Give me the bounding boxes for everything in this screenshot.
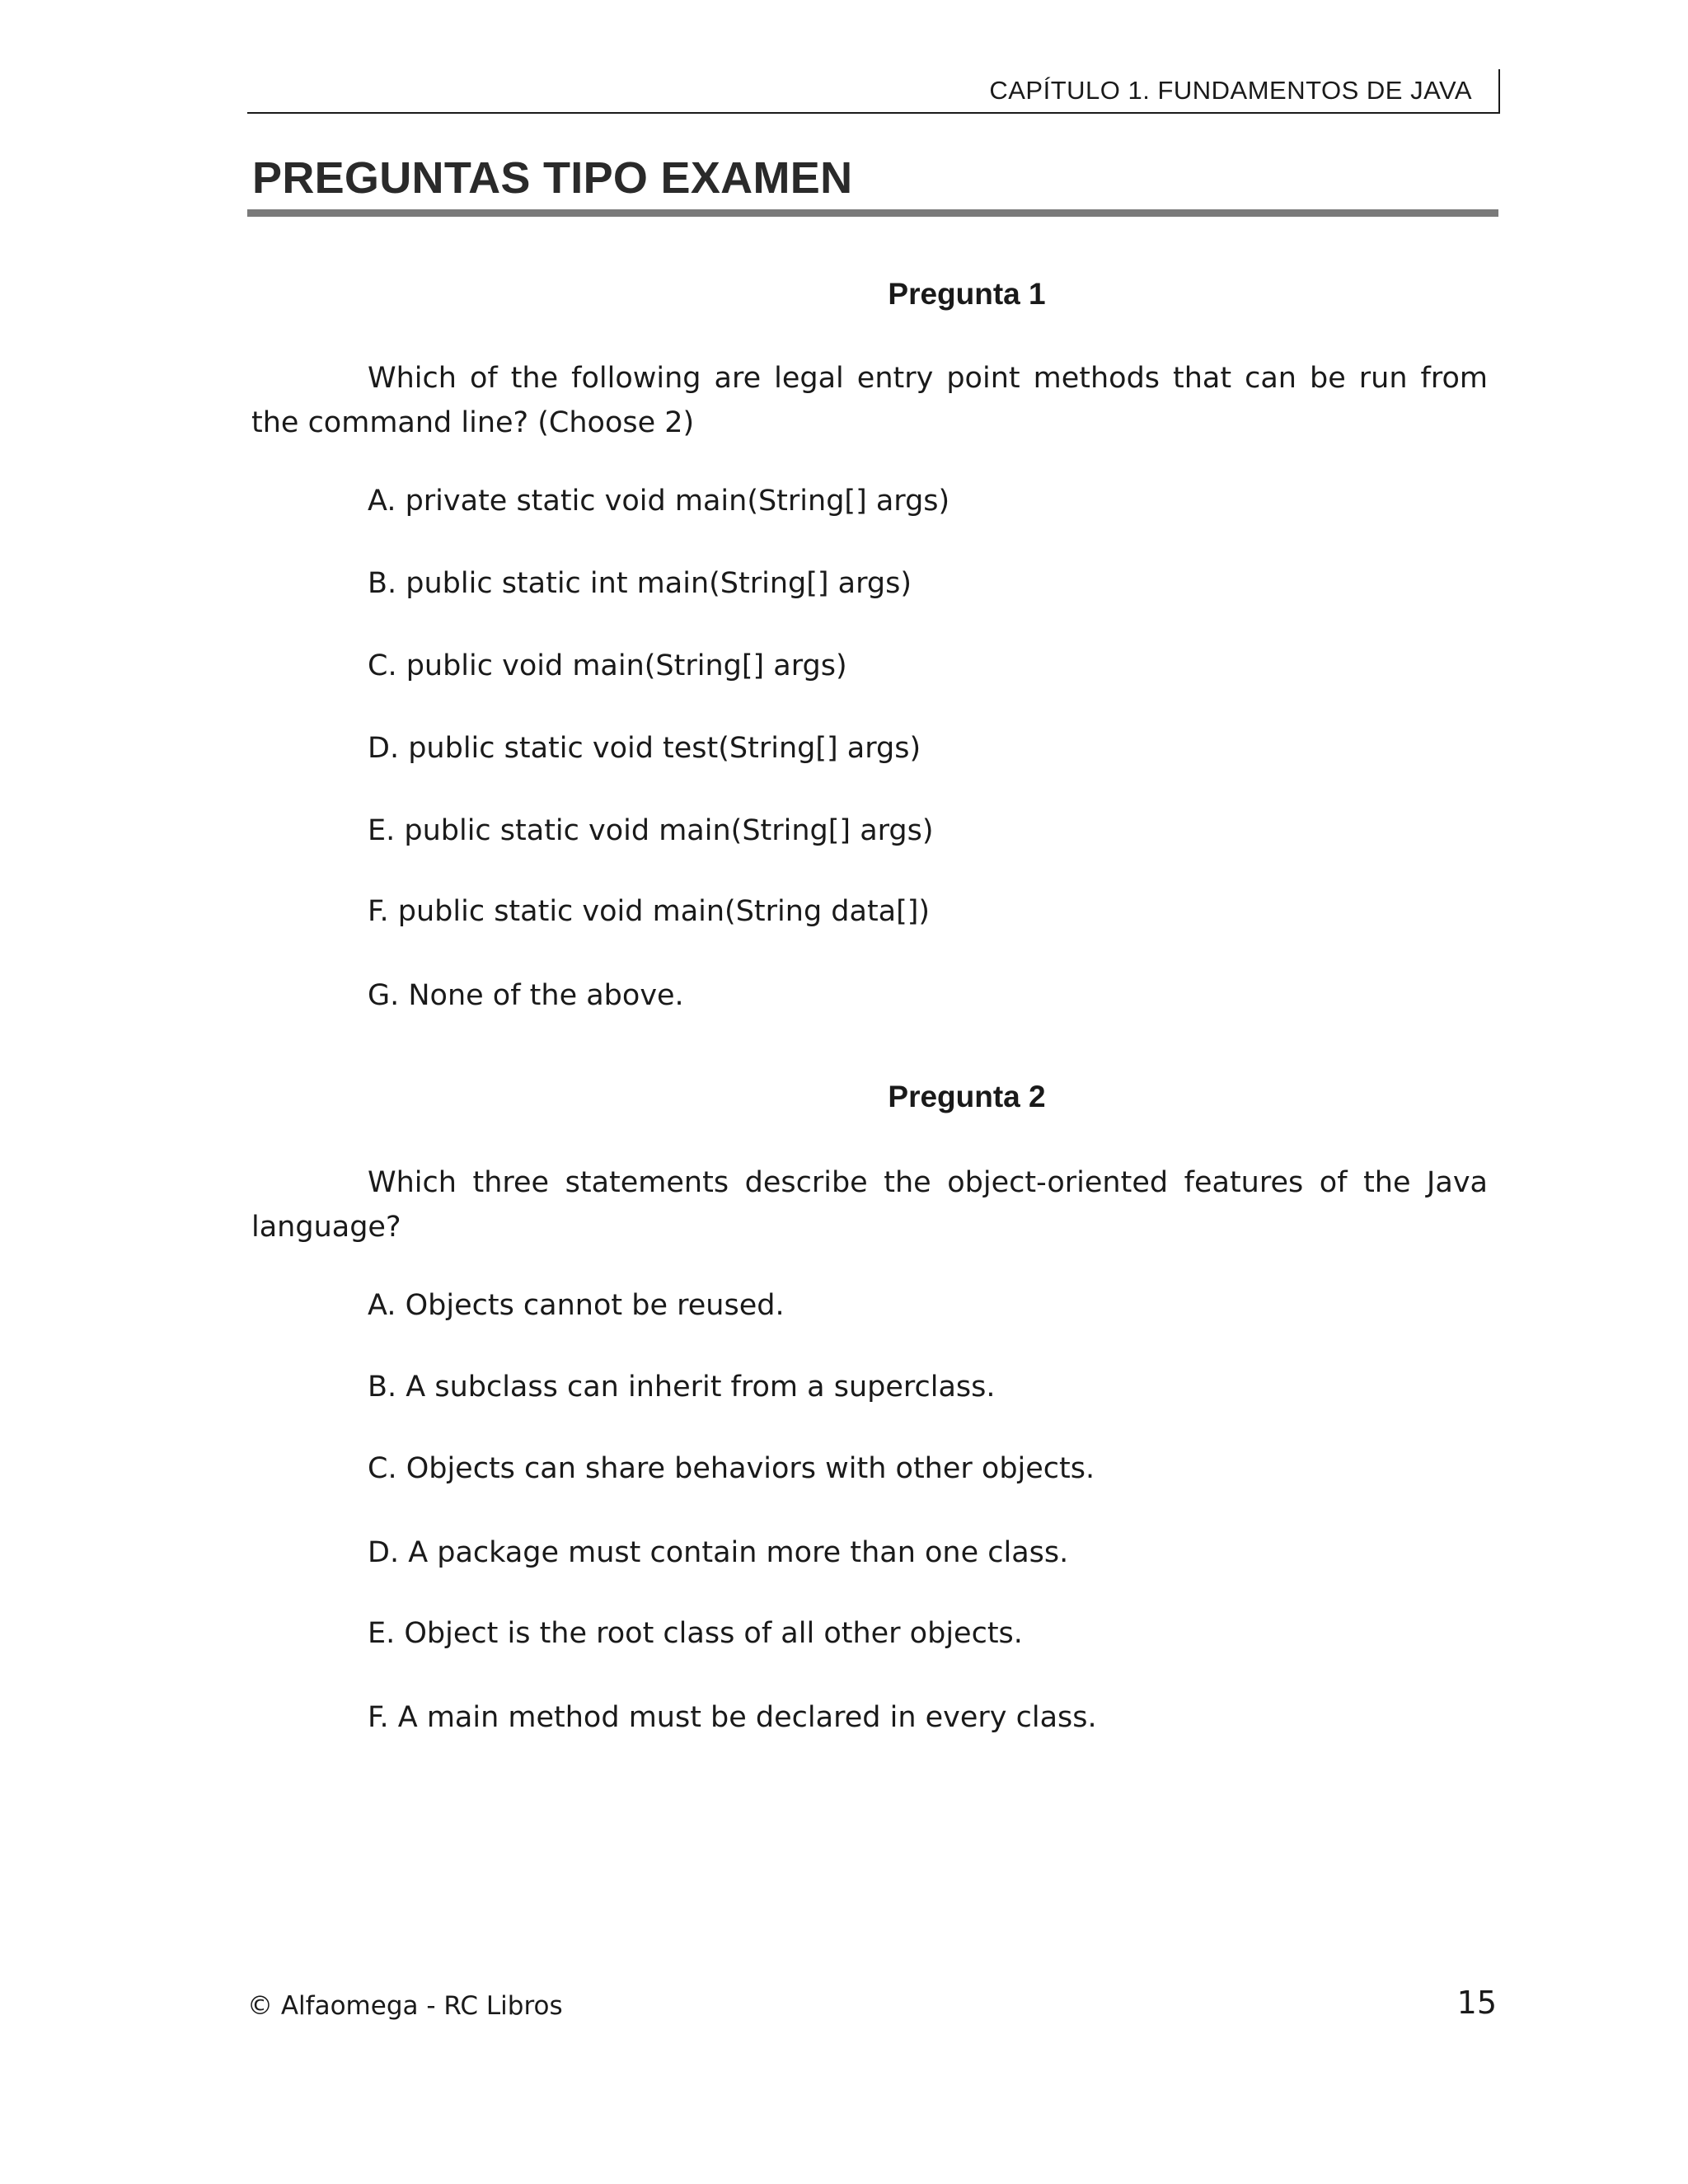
question-2-option-a: A. Objects cannot be reused.	[368, 1289, 785, 1322]
page-number: 15	[1456, 1985, 1497, 2021]
question-1-option-a: A. private static void main(String[] args)	[368, 485, 950, 518]
question-1-option-b: B. public static int main(String[] args)	[368, 567, 912, 600]
question-1-heading: Pregunta 1	[888, 277, 1046, 311]
footer-copyright: © Alfaomega - RC Libros	[247, 1991, 563, 2021]
question-1-option-c: C. public void main(String[] args)	[368, 649, 847, 682]
section-title-rule	[247, 209, 1498, 217]
section-title: PREGUNTAS TIPO EXAMEN	[252, 153, 853, 203]
question-2-heading: Pregunta 2	[888, 1080, 1046, 1113]
question-2-option-e: E. Object is the root class of all other objects.	[368, 1617, 1023, 1650]
question-1-text: Which of the following are legal entry point methods that can be run from the command line? (Choose 2)	[251, 362, 1488, 439]
question-2-option-d: D. A package must contain more than one class.	[368, 1536, 1069, 1569]
question-1-option-d: D. public static void test(String[] args)	[368, 732, 921, 765]
question-2-option-f: F. A main method must be declared in every class.	[368, 1701, 1097, 1734]
question-1-option-g: G. None of the above.	[368, 979, 684, 1012]
running-head: CAPÍTULO 1. FUNDAMENTOS DE JAVA	[989, 76, 1472, 105]
question-1-option-f: F. public static void main(String data[])	[368, 895, 931, 928]
question-2-text: Which three statements describe the object-oriented features of the Java language?	[251, 1166, 1488, 1244]
header-rule	[247, 112, 1500, 114]
header-corner-tick	[1498, 69, 1500, 114]
question-2-option-c: C. Objects can share behaviors with other objects.	[368, 1452, 1095, 1485]
question-2-option-b: B. A subclass can inherit from a superclass.	[368, 1371, 996, 1404]
question-1-option-e: E. public static void main(String[] args)	[368, 814, 934, 847]
